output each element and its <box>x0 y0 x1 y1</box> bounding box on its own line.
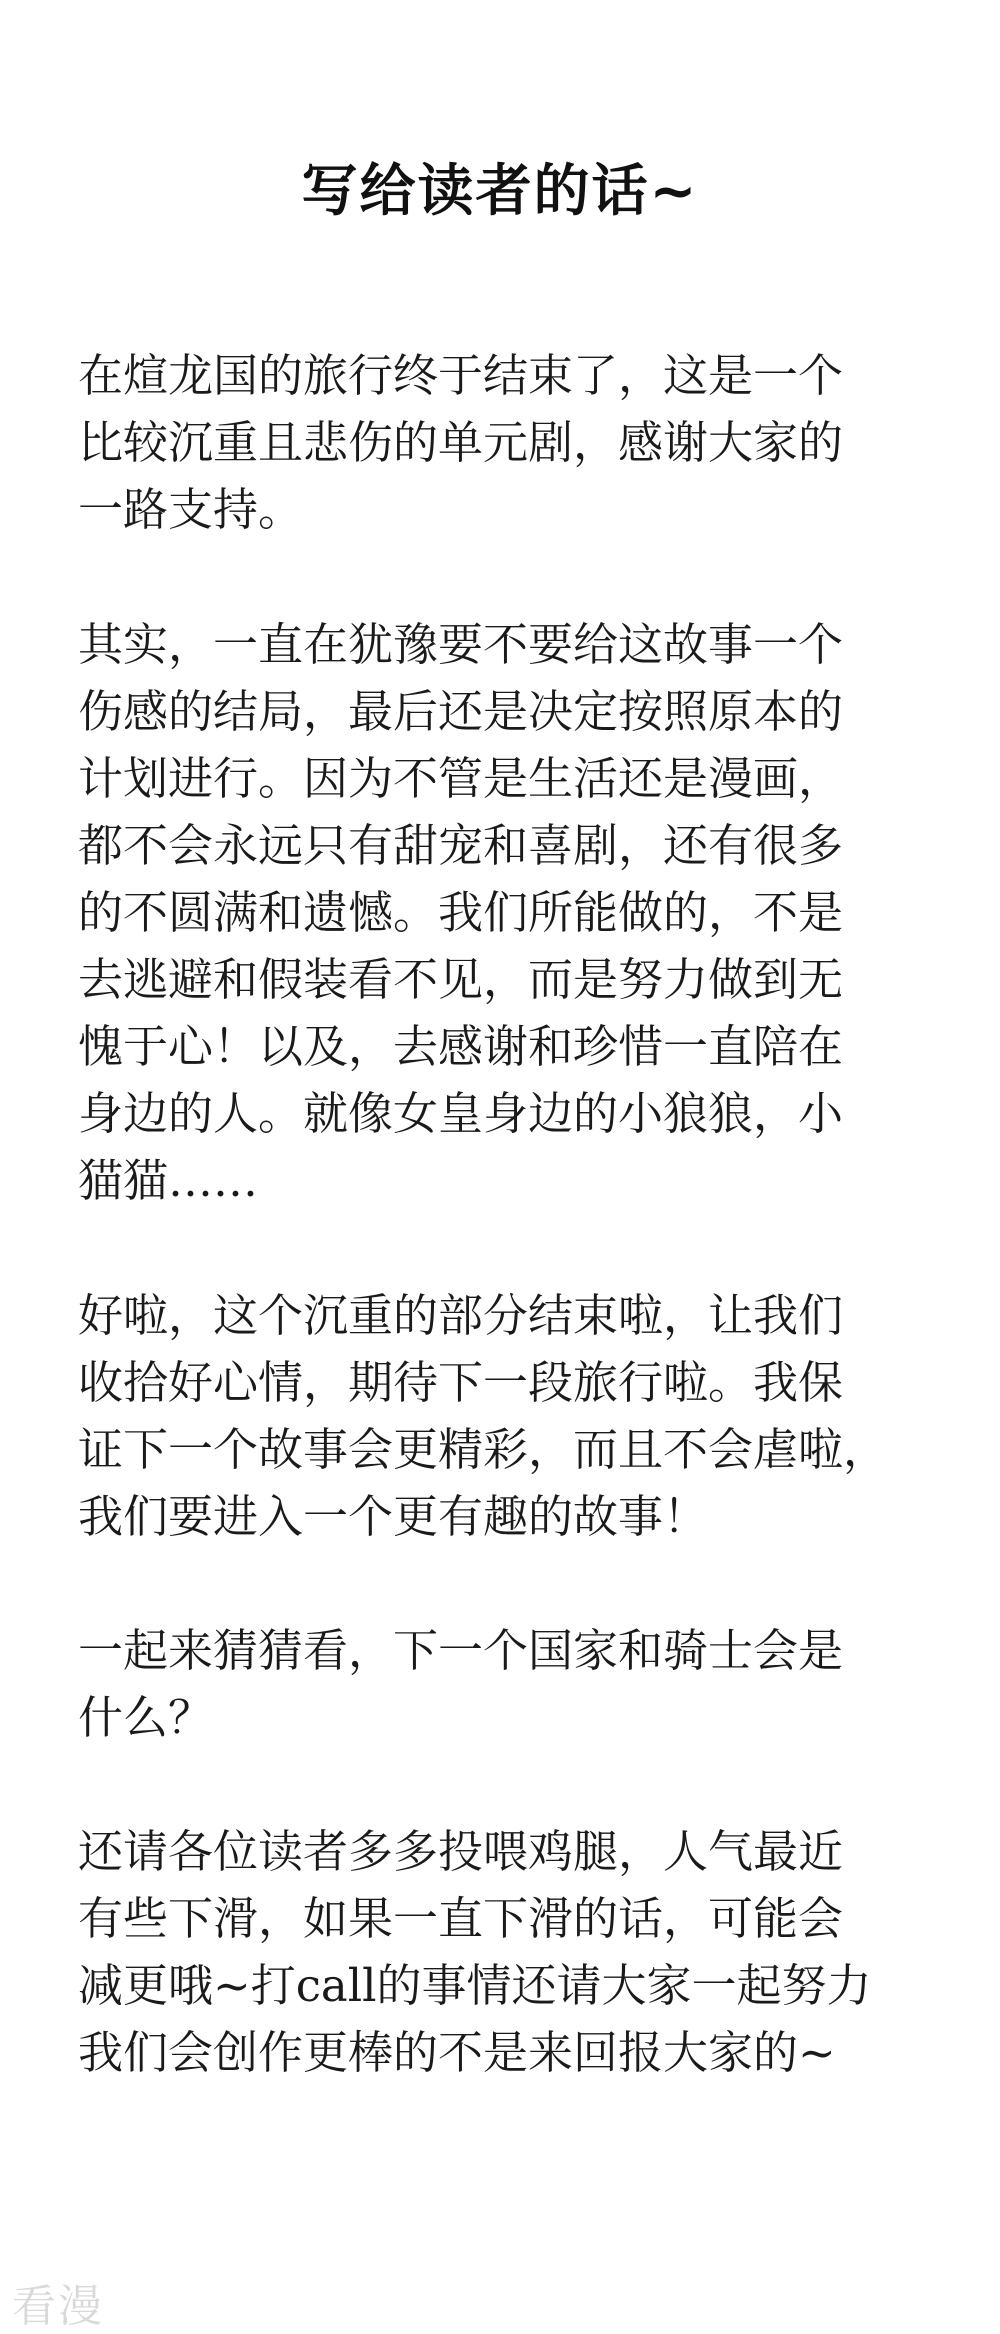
text-line: 在煊龙国的旅行终于结束了，这是一个 <box>78 349 844 402</box>
text-line: 收拾好心情，期待下一段旅行啦。我保 <box>78 1356 844 1409</box>
paragraph-1 <box>78 342 958 543</box>
text-line: 都不会永远只有甜宠和喜剧，还有很多 <box>78 819 844 872</box>
watermark: 看漫 <box>12 2281 104 2332</box>
text-line: 还请各位读者多多投喂鸡腿，人气最近 <box>78 1825 844 1878</box>
text-line: 身边的人。就像女皇身边的小狼狼，小 <box>78 1087 844 1140</box>
text-line: 猫猫…… <box>78 1154 259 1207</box>
text-line: 愧于心！以及，去感谢和珍惜一直陪在 <box>78 1020 844 1073</box>
text-line: 有些下滑，如果一直下滑的话，可能会 <box>78 1892 844 1945</box>
page-title: 写给读者的话~ <box>301 159 699 224</box>
paragraph-3 <box>78 1282 958 1550</box>
text-line: 其实，一直在犹豫要不要给这故事一个 <box>78 618 844 671</box>
text-line: 一路支持。 <box>78 483 304 536</box>
text-line: 我们会创作更棒的不是来回报大家的~ <box>78 2026 836 2079</box>
text-line: 的不圆满和遗憾。我们所能做的，不是 <box>78 886 844 939</box>
text-line: 比较沉重且悲伤的单元剧，感谢大家的 <box>78 416 844 469</box>
text-line: 减更哦~打call的事情还请大家一起努力 <box>78 1959 872 2012</box>
paragraph-5 <box>78 1818 958 2086</box>
text-line: 证下一个故事会更精彩，而且不会虐啦， <box>78 1423 889 1476</box>
paragraph-2 <box>78 611 958 1214</box>
text-line: 我们要进入一个更有趣的故事！ <box>78 1490 709 1543</box>
text-line: 伤感的结局，最后还是决定按照原本的 <box>78 685 844 738</box>
text-line: 计划进行。因为不管是生活还是漫画， <box>78 752 844 805</box>
text-line: 好啦，这个沉重的部分结束啦，让我们 <box>78 1289 844 1342</box>
text-line: 一起来猜猜看，下一个国家和骑士会是 <box>78 1624 844 1677</box>
text-line: 去逃避和假装看不见，而是努力做到无 <box>78 953 844 1006</box>
paragraph-4 <box>78 1617 958 1751</box>
text-line: 什么？ <box>78 1691 214 1744</box>
